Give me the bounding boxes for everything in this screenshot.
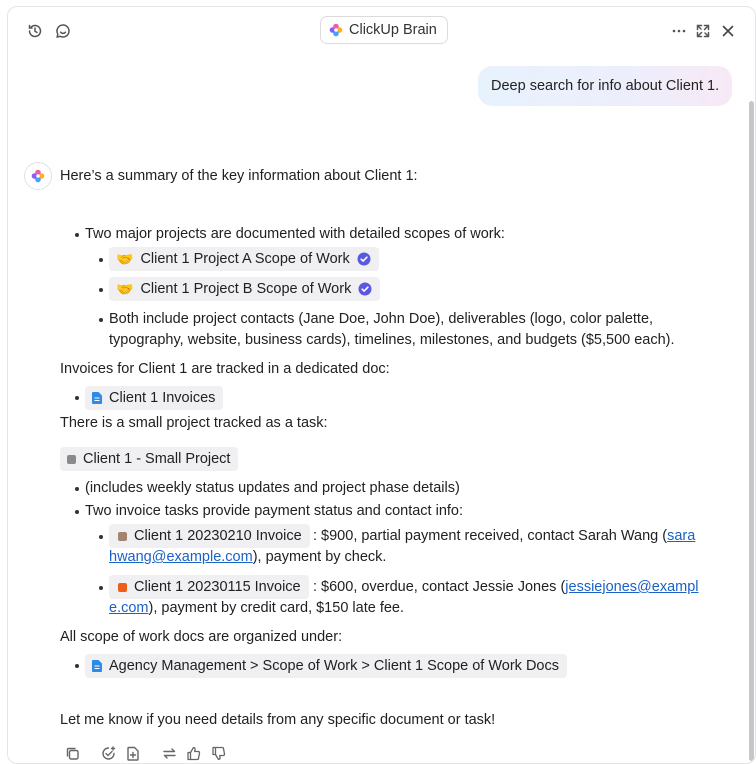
both-include-line-1: Both include project contacts (Jane Doe, John Doe), deliverables (logo, color palette, — [109, 311, 654, 327]
response-intro: Here’s a summary of the key information about Client 1: — [60, 168, 418, 184]
closing-line: Let me know if you need details from any specific document or task! — [60, 712, 496, 728]
invoice-1-details — [313, 526, 695, 546]
thumbs-up-icon[interactable] — [184, 744, 202, 762]
both-include-line-2: typography, website, business cards), timelines, milestones, and budgets ($5,500 each). — [109, 332, 675, 348]
invoice-1-details-cont — [109, 547, 386, 567]
user-message-bubble — [478, 66, 732, 106]
invoice-2-details — [313, 577, 699, 597]
bullet — [99, 586, 103, 590]
scrollbar[interactable] — [747, 51, 755, 764]
invoices-line: Invoices for Client 1 are tracked in a dedicated doc: — [60, 361, 390, 377]
bullet — [99, 258, 103, 262]
small-project-line: There is a small project tracked as a task: — [60, 415, 328, 431]
chip-invoices-doc[interactable] — [85, 386, 223, 410]
invoice-2-details-cont — [109, 598, 404, 618]
scrollbar-thumb[interactable] — [749, 101, 754, 761]
invoice-2-tail: ), payment by credit card, $150 late fee. — [148, 600, 404, 616]
brain-logo-icon — [329, 23, 343, 37]
bullet — [99, 288, 103, 292]
more-icon[interactable] — [670, 22, 688, 40]
projects-line: Two major projects are documented with detailed scopes of work: — [85, 226, 505, 242]
invoice-1-text: : $900, partial payment received, contact Sarah Wang ( — [313, 528, 668, 544]
status-square-icon — [118, 583, 127, 592]
brain-avatar — [24, 162, 52, 190]
bullet — [75, 487, 79, 491]
bullet — [99, 535, 103, 539]
status-square-icon — [67, 455, 76, 464]
email-link-jessie[interactable]: jessiejones@exampl — [565, 579, 699, 595]
two-invoice-line: Two invoice tasks provide payment status and contact info: — [85, 503, 464, 519]
chip-invoice-20230115[interactable] — [109, 575, 309, 599]
brain-title-badge[interactable] — [320, 16, 448, 44]
brain-panel — [7, 6, 756, 764]
close-icon[interactable] — [719, 22, 737, 40]
chip-invoice-20230210-label: Client 1 20230210 Invoice — [134, 528, 302, 544]
email-link-sarah-cont[interactable]: hwang@example.com — [109, 549, 253, 565]
verified-icon — [358, 282, 372, 296]
bullet — [75, 233, 79, 237]
history-icon[interactable] — [26, 22, 44, 40]
chat-bubble-icon[interactable] — [54, 22, 72, 40]
doc-icon — [92, 660, 102, 672]
invoice-2-text: : $600, overdue, contact Jessie Jones ( — [313, 579, 566, 595]
verified-icon — [357, 252, 371, 266]
email-link-jessie-cont[interactable]: e.com — [109, 600, 149, 616]
chip-small-project[interactable] — [60, 447, 238, 471]
chip-project-b[interactable] — [109, 277, 380, 301]
chip-invoice-20230210[interactable] — [109, 524, 310, 548]
bullet — [75, 664, 79, 668]
bullet — [75, 510, 79, 514]
doc-icon — [92, 392, 102, 404]
chip-project-a-label: Client 1 Project A Scope of Work — [140, 251, 350, 267]
chip-project-a[interactable] — [109, 247, 379, 271]
copy-icon[interactable] — [63, 744, 81, 762]
chip-small-project-label: Client 1 - Small Project — [83, 451, 231, 467]
chip-scope-path[interactable] — [85, 654, 567, 678]
brain-title: ClickUp Brain — [349, 22, 437, 38]
thumbs-down-icon[interactable] — [209, 744, 227, 762]
bullet — [99, 318, 103, 322]
bullet — [75, 396, 79, 400]
chip-invoice-20230115-label: Client 1 20230115 Invoice — [134, 579, 301, 595]
includes-line: (includes weekly status updates and project phase details) — [85, 480, 460, 496]
email-link-sarah[interactable]: sara — [667, 528, 696, 544]
add-task-icon[interactable] — [99, 744, 117, 762]
create-doc-icon[interactable] — [124, 744, 142, 762]
expand-icon[interactable] — [694, 22, 712, 40]
status-square-icon — [118, 532, 127, 541]
regenerate-icon[interactable] — [160, 744, 178, 762]
handshake-icon: 🤝 — [116, 251, 134, 267]
handshake-icon: 🤝 — [116, 281, 134, 297]
organized-line: All scope of work docs are organized under: — [60, 629, 343, 645]
chip-invoices-label: Client 1 Invoices — [109, 390, 216, 406]
chip-project-b-label: Client 1 Project B Scope of Work — [140, 281, 352, 297]
invoice-1-tail: ), payment by check. — [252, 549, 387, 565]
chip-scope-path-label: Agency Management > Scope of Work > Client 1 Scope of Work Docs — [109, 658, 559, 674]
user-message-text: Deep search for info about Client 1. — [491, 78, 720, 94]
